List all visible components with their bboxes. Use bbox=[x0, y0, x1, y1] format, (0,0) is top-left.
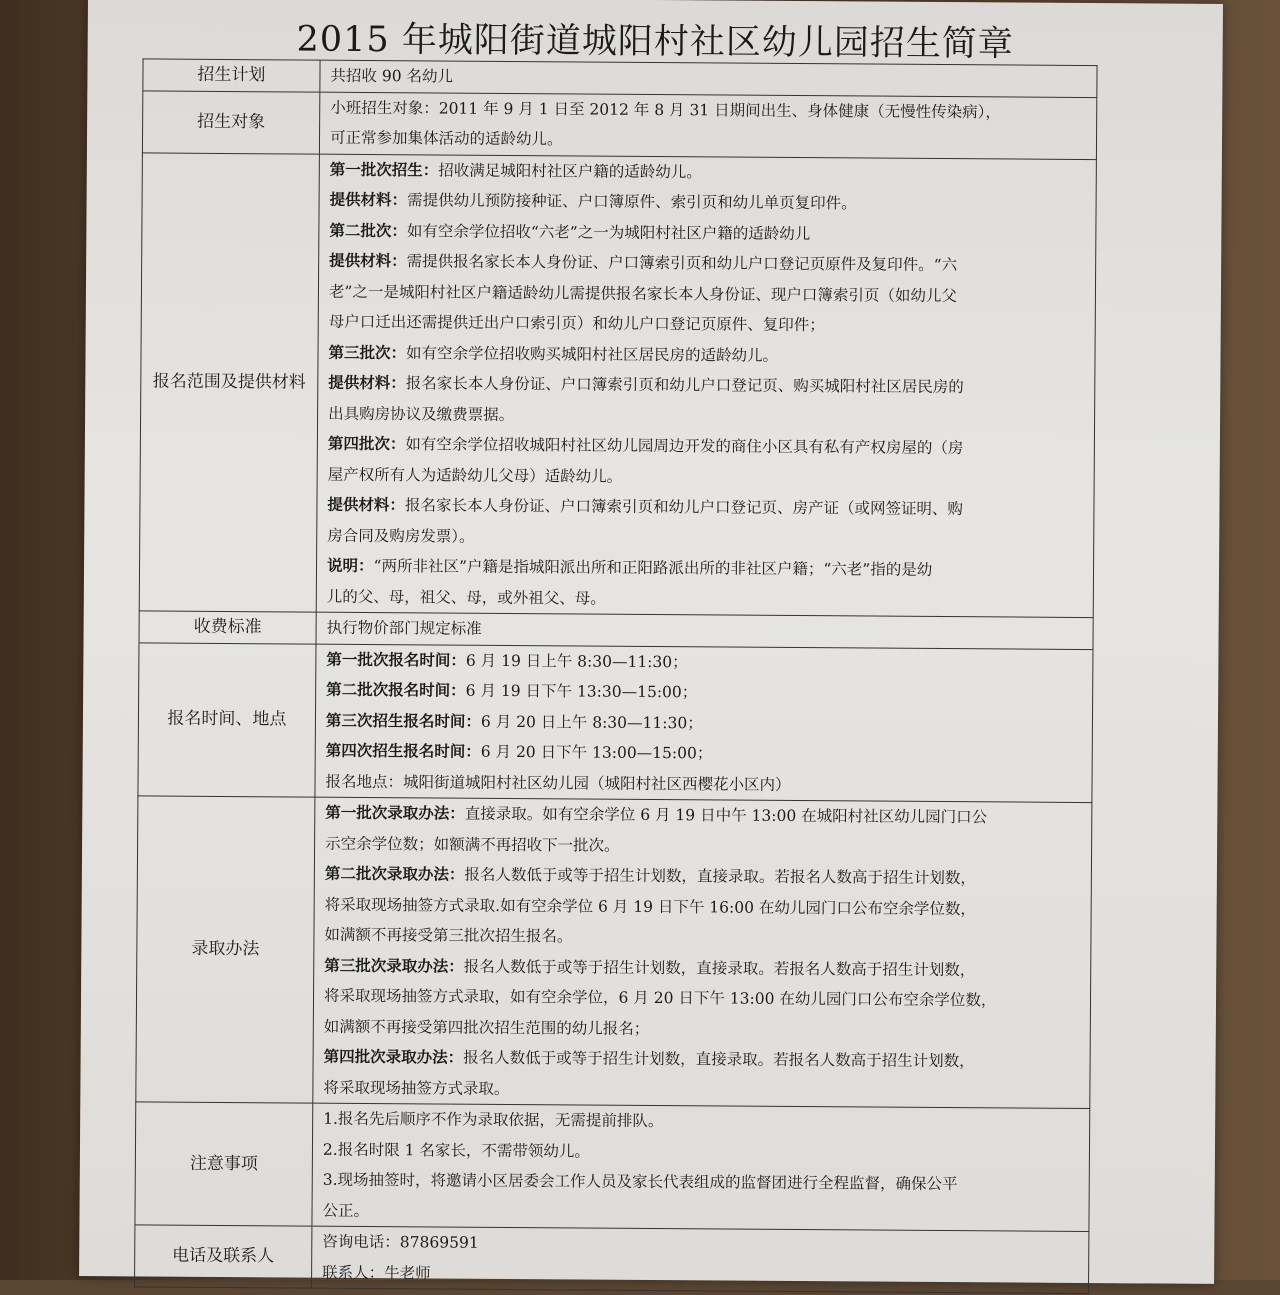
line-text: 小班招生对象：2011 年 9 月 1 日至 2012 年 8 月 31 日期间出生、身体健康（无慢性传染病）， bbox=[330, 98, 1001, 121]
paper-sheet bbox=[79, 0, 1223, 1284]
row-content bbox=[319, 92, 1096, 159]
admission-table bbox=[134, 58, 1098, 1294]
line-text: 报名家长本人身份证、户口簿索引页和幼儿户口登记页、房产证（或网签证明、购 bbox=[405, 496, 963, 518]
line-text: 报名地点：城阳街道城阳村社区幼儿园（城阳村社区西樱花小区内） bbox=[325, 772, 790, 793]
line-text: 需提供幼儿预防接种证、户口簿原件、索引页和幼儿单页复印件。 bbox=[407, 191, 857, 212]
bold-lead: 第四次招生报名时间： bbox=[326, 741, 481, 761]
table-row bbox=[138, 642, 1093, 802]
content-line bbox=[324, 920, 1084, 956]
line-text: 共招收 90 名幼儿 bbox=[330, 67, 453, 86]
row-label: 注意事项 bbox=[135, 1102, 313, 1226]
content-line bbox=[327, 581, 1087, 617]
line-text: 3.现场抽签时，将邀请小区居委会工作人员及家长代表组成的监督团进行全程监督，确保公平 bbox=[323, 1171, 958, 1193]
content-line bbox=[322, 1257, 1082, 1293]
line-text: 1.报名先后顺序不作为录取依据，无需提前排队。 bbox=[323, 1110, 663, 1130]
content-line bbox=[329, 246, 1089, 282]
line-text: 母户口迁出还需提供迁出户口索引页）和幼儿户口登记页原件、复印件； bbox=[329, 313, 825, 334]
line-text: 需提供报名家长本人身份证、户口簿索引页和幼儿户口登记页原件及复印件。“六 bbox=[407, 252, 958, 274]
content-line bbox=[326, 736, 1086, 772]
content-line bbox=[323, 1165, 1083, 1201]
content-line bbox=[327, 490, 1087, 526]
line-text: 如有空余学位招收城阳村社区幼儿园周边开发的商住小区具有私有产权房屋的（房 bbox=[405, 435, 963, 457]
bold-lead: 第一批次录取办法： bbox=[325, 803, 465, 823]
line-text: 2.报名时限 1 名家长，不需带领幼儿。 bbox=[323, 1140, 590, 1160]
row-content bbox=[312, 1103, 1090, 1231]
content-line bbox=[327, 613, 1087, 649]
line-text: 可正常参加集体活动的适龄幼儿。 bbox=[330, 129, 563, 149]
line-text: “两所非社区”户籍是指城阳派出所和正阳路派出所的非社区户籍；“六老”指的是幼 bbox=[373, 557, 932, 579]
line-text: 咨询电话：87869591 bbox=[322, 1233, 479, 1252]
line-text: 如满额不再接受第三批次招生报名。 bbox=[324, 926, 572, 946]
row-label: 报名时间、地点 bbox=[138, 642, 316, 797]
row-content bbox=[315, 644, 1093, 803]
content-line bbox=[330, 61, 1090, 97]
content-line bbox=[328, 368, 1088, 404]
bold-lead: 第一批次招生： bbox=[330, 159, 439, 179]
line-text: 报名人数低于或等于招生计划数，直接录取。若报名人数高于招生计划数， bbox=[463, 1049, 975, 1071]
line-text: 如满额不再接受第四批次招生范围的幼儿报名； bbox=[324, 1017, 650, 1037]
bold-lead: 提供材料： bbox=[328, 373, 406, 393]
bold-lead: 第二批次： bbox=[329, 220, 407, 240]
table-row bbox=[135, 1102, 1090, 1232]
line-text: 屋产权所有人为适龄幼儿父母）适龄幼儿。 bbox=[328, 465, 623, 485]
line-text: 6 月 19 日上午 8:30—11:30； bbox=[466, 651, 688, 671]
content-line bbox=[323, 1104, 1083, 1140]
bold-lead: 第四批次： bbox=[328, 434, 406, 454]
bold-lead: 提供材料： bbox=[330, 190, 408, 210]
line-text: 如有空余学位招收购买城阳村社区居民房的适龄幼儿。 bbox=[406, 344, 778, 365]
document-title: 2015 年城阳街道城阳村社区幼儿园招生简章 bbox=[88, 10, 1223, 68]
row-label: 报名范围及提供材料 bbox=[139, 152, 319, 612]
content-line bbox=[325, 766, 1085, 802]
line-text: 报名人数低于或等于招生计划数，直接录取。若报名人数高于招生计划数， bbox=[464, 866, 976, 888]
line-text: 报名家长本人身份证、户口簿索引页和幼儿户口登记页、购买城阳村社区居民房的 bbox=[406, 374, 964, 396]
content-line bbox=[328, 429, 1088, 465]
bold-lead: 说明： bbox=[327, 556, 374, 575]
content-line bbox=[324, 1042, 1084, 1078]
row-label: 招生计划 bbox=[143, 59, 320, 92]
row-content bbox=[313, 797, 1092, 1108]
row-content bbox=[311, 1226, 1088, 1293]
line-text: 6 月 20 日上午 8:30—11:30； bbox=[481, 712, 703, 732]
row-label: 电话及联系人 bbox=[135, 1225, 312, 1288]
bold-lead: 第二批次报名时间： bbox=[326, 680, 466, 700]
line-text: 直接录取。如有空余学位 6 月 19 日中午 13:00 在城阳村社区幼儿园门口公 bbox=[465, 805, 987, 827]
content-line bbox=[326, 675, 1086, 711]
table-row bbox=[139, 152, 1096, 617]
bold-lead: 第二批次录取办法： bbox=[325, 864, 465, 884]
line-text: 6 月 19 日下午 13:30—15:00； bbox=[466, 682, 698, 702]
row-content bbox=[320, 60, 1097, 97]
content-line bbox=[325, 859, 1085, 895]
line-text: 如有空余学位招收“六老”之一为城阳村社区户籍的适龄幼儿 bbox=[407, 222, 810, 243]
table-row bbox=[135, 1225, 1089, 1294]
bold-lead: 第三批次录取办法： bbox=[324, 955, 464, 975]
content-line bbox=[324, 981, 1084, 1017]
content-line bbox=[329, 307, 1089, 343]
bold-lead: 第三次招生报名时间： bbox=[326, 710, 481, 730]
content-line bbox=[329, 185, 1089, 221]
line-text: 出具购房协议及缴费票据。 bbox=[328, 404, 514, 423]
row-label: 录取办法 bbox=[136, 796, 315, 1103]
row-label: 招生对象 bbox=[142, 90, 319, 153]
table-row bbox=[142, 90, 1096, 159]
line-text: 联系人：牛老师 bbox=[322, 1263, 431, 1282]
row-content bbox=[316, 154, 1096, 618]
bold-lead: 第一批次报名时间： bbox=[326, 649, 466, 669]
bold-lead: 提供材料： bbox=[329, 251, 407, 271]
line-text: 6 月 20 日下午 13:00—15:00； bbox=[481, 743, 713, 763]
line-text: 示空余学位数；如额满不再招收下一批次。 bbox=[325, 834, 620, 854]
line-text: 儿的父、母，祖父、母，或外祖父、母。 bbox=[327, 587, 606, 607]
line-text: 老”之一是城阳村社区户籍适龄幼儿需提供报名家长本人身份证、现户口簿索引页（如幼儿父 bbox=[329, 282, 957, 304]
bold-lead: 第三批次： bbox=[328, 342, 406, 362]
bold-lead: 提供材料： bbox=[327, 495, 405, 515]
content-line bbox=[325, 798, 1085, 834]
content-line bbox=[322, 1195, 1082, 1231]
bold-lead: 第四批次录取办法： bbox=[324, 1047, 464, 1067]
line-text: 将采取现场抽签方式录取，如有空余学位，6 月 20 日下午 13:00 在幼儿园门口公布空余学位数， bbox=[324, 987, 997, 1010]
row-content bbox=[316, 612, 1093, 649]
line-text: 执行物价部门规定标准 bbox=[327, 619, 482, 638]
row-label: 收费标准 bbox=[139, 611, 316, 644]
line-text: 将采取现场抽签方式录取.如有空余学位 6 月 19 日下午 16:00 在幼儿园门口公布空余学位数， bbox=[325, 895, 976, 918]
content-line bbox=[327, 551, 1087, 587]
content-line bbox=[322, 1227, 1082, 1263]
line-text: 报名人数低于或等于招生计划数，直接录取。若报名人数高于招生计划数， bbox=[464, 957, 976, 979]
line-text: 公正。 bbox=[322, 1201, 369, 1219]
table-row bbox=[136, 796, 1092, 1109]
content-line bbox=[330, 123, 1090, 159]
content-line bbox=[323, 1072, 1083, 1108]
line-text: 招收满足城阳村社区户籍的适龄幼儿。 bbox=[438, 161, 702, 181]
line-text: 房合同及购房发票）。 bbox=[327, 526, 474, 545]
line-text: 将采取现场抽签方式录取。 bbox=[323, 1078, 509, 1097]
